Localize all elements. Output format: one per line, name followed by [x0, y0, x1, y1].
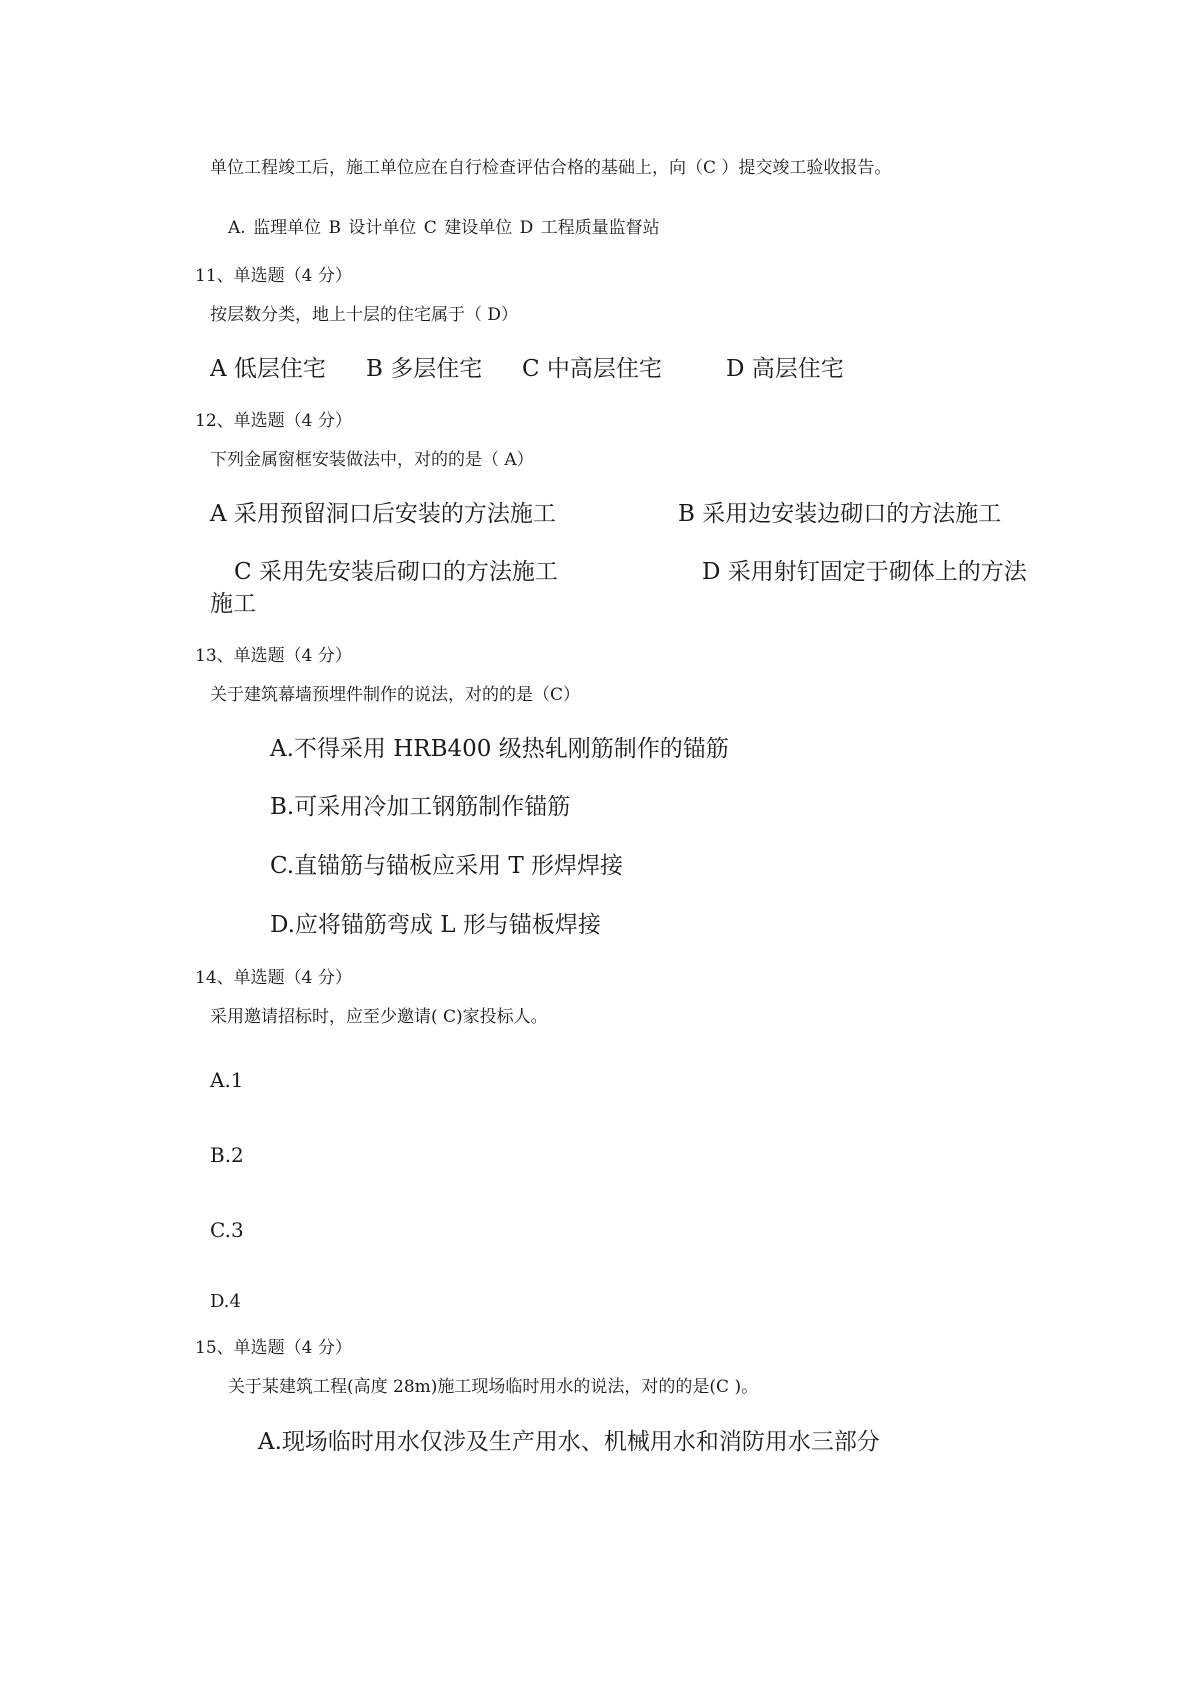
q13-option-b: B.可采用冷加工钢筋制作锚筋	[270, 794, 571, 820]
q14-header: 14、单选题（4 分）	[195, 968, 352, 988]
q12-option-b: B 采用边安装边砌口的方法施工	[678, 501, 1002, 527]
q13-header: 13、单选题（4 分）	[195, 646, 352, 666]
q13-stem: 关于建筑幕墙预埋件制作的说法，对的的是（C）	[210, 685, 581, 705]
q12-option-d: D 采用射钉固定于砌体上的方法	[702, 559, 1027, 585]
q12-option-c: C 采用先安装后砌口的方法施工	[234, 559, 558, 585]
q14-option-a: A.1	[210, 1068, 244, 1092]
q15-stem: 关于某建筑工程(高度 28m)施工现场临时用水的说法，对的的是(C )。	[228, 1377, 759, 1397]
q12-option-a: A 采用预留洞口后安装的方法施工	[210, 501, 556, 527]
q11-header: 11、单选题（4 分）	[195, 266, 352, 286]
q14-stem: 采用邀请招标时，应至少邀请( C)家投标人。	[210, 1007, 548, 1027]
q14-option-c: C.3	[210, 1218, 244, 1242]
q11-option-b: B 多层住宅	[366, 356, 483, 382]
q10-stem: 单位工程竣工后，施工单位应在自行检查评估合格的基础上，向（C ）提交竣工验收报告。	[210, 158, 892, 178]
q11-option-d: D 高层住宅	[726, 356, 844, 382]
q12-stem: 下列金属窗框安装做法中，对的的是（ A）	[210, 450, 534, 470]
q13-option-c: C.直锚筋与锚板应采用 T 形焊焊接	[270, 853, 624, 879]
q13-option-d: D.应将锚筋弯成 L 形与锚板焊接	[270, 912, 601, 938]
q11-stem: 按层数分类，地上十层的住宅属于（ D）	[210, 305, 519, 325]
q15-header: 15、单选题（4 分）	[195, 1338, 352, 1358]
q12-option-d-wrap: 施工	[210, 591, 256, 617]
q11-option-c: C 中高层住宅	[522, 356, 662, 382]
q14-option-b: B.2	[210, 1143, 244, 1167]
q12-header: 12、单选题（4 分）	[195, 411, 352, 431]
q14-option-d: D.4	[210, 1291, 241, 1312]
q15-option-a: A.现场临时用水仅涉及生产用水、机械用水和消防用水三部分	[258, 1429, 880, 1455]
q11-option-a: A 低层住宅	[210, 356, 326, 382]
q13-option-a: A.不得采用 HRB400 级热轧刚筋制作的锚筋	[270, 736, 729, 762]
q10-options: A. 监理单位 B 设计单位 C 建设单位 D 工程质量监督站	[228, 218, 660, 238]
